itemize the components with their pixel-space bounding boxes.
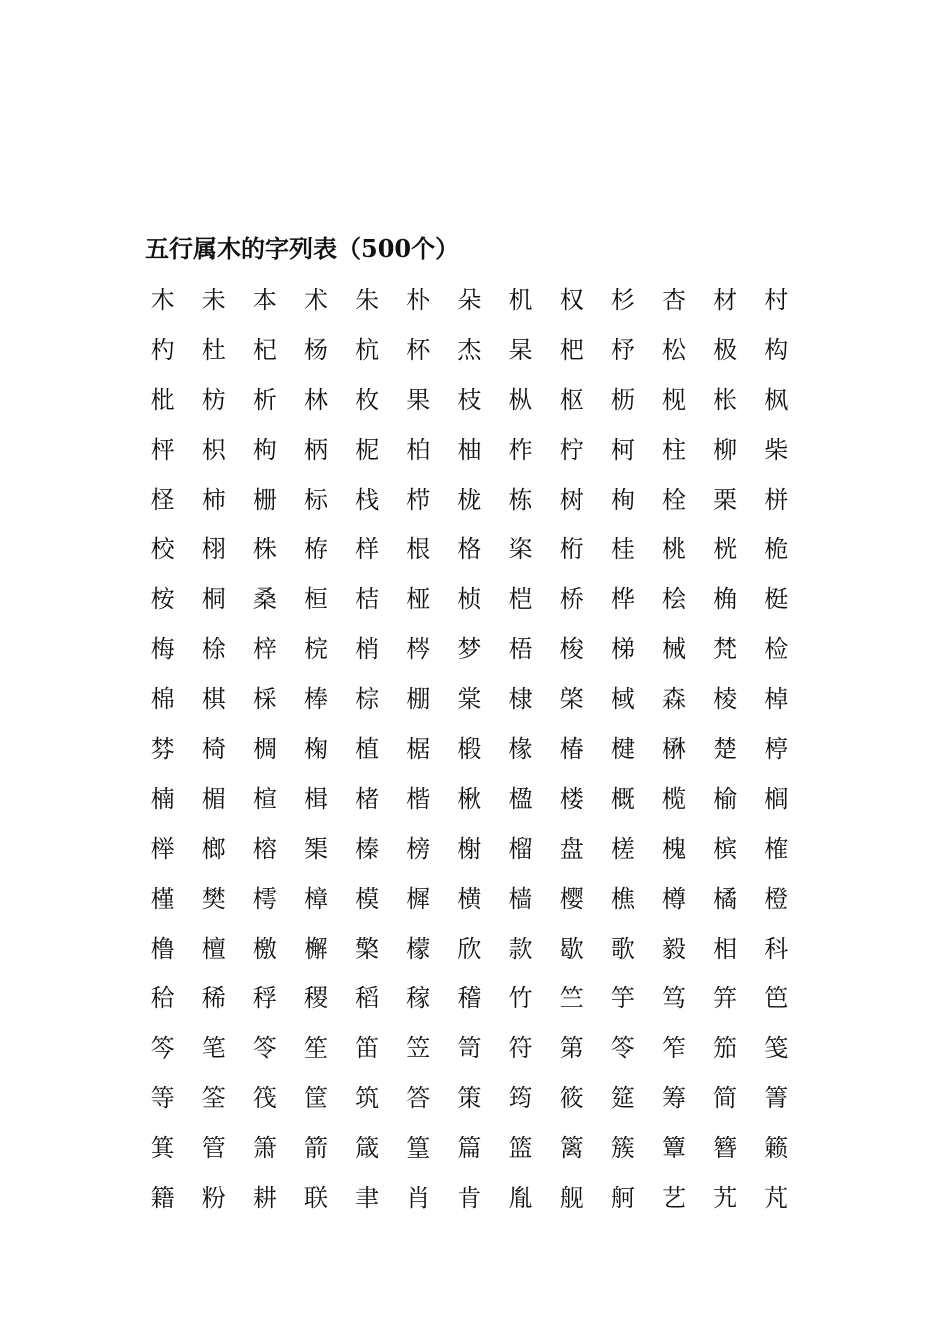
character-row [137, 325, 802, 375]
character-cell: 枞 [508, 385, 533, 414]
character-cell: 柿 [201, 485, 226, 514]
character-cell: 柴 [764, 435, 789, 464]
character-cell: 檞 [303, 934, 328, 963]
character-cell: 橘 [713, 884, 738, 913]
character-cell: 科 [764, 934, 789, 963]
character-cell: 模 [355, 884, 380, 913]
character-cell: 柯 [610, 435, 635, 464]
character-cell: 桂 [610, 535, 635, 564]
character-cell: 箴 [355, 1134, 380, 1163]
character-cell: 栓 [661, 485, 686, 514]
character-cell: 果 [406, 385, 431, 414]
character-cell: 栩 [201, 535, 226, 564]
character-cell: 簪 [713, 1134, 738, 1163]
character-cell: 榕 [252, 834, 277, 863]
character-cell: 森 [661, 685, 686, 714]
character-cell: 横 [457, 884, 482, 913]
character-cell: 梵 [713, 635, 738, 664]
character-cell: 椐 [406, 734, 431, 763]
character-cell: 栗 [713, 485, 738, 514]
character-cell: 籁 [764, 1134, 789, 1163]
character-cell: 稻 [355, 984, 380, 1013]
character-row [137, 624, 802, 674]
character-cell: 联 [303, 1183, 328, 1212]
character-cell: 桤 [508, 585, 533, 614]
character-cell: 植 [355, 734, 380, 763]
character-cell: 榆 [713, 784, 738, 813]
character-cell: 稷 [303, 984, 328, 1013]
character-cell: 木 [150, 285, 175, 314]
character-cell: 箕 [150, 1134, 175, 1163]
character-cell: 棕 [355, 685, 380, 714]
character-cell: 笒 [150, 1034, 175, 1063]
character-cell: 樊 [201, 884, 226, 913]
character-cell: 樽 [661, 884, 686, 913]
character-cell: 檠 [355, 934, 380, 963]
character-cell: 树 [559, 485, 584, 514]
character-cell: 筌 [201, 1084, 226, 1113]
character-cell: 柅 [355, 435, 380, 464]
character-row [137, 475, 802, 525]
character-cell: 村 [764, 285, 789, 314]
character-cell: 楼 [559, 784, 584, 813]
character-cell: 校 [150, 535, 175, 564]
character-cell: 杭 [355, 335, 380, 364]
character-row [137, 824, 802, 874]
character-cell: 答 [406, 1084, 431, 1113]
character-cell: 棣 [508, 685, 533, 714]
character-cell: 管 [201, 1134, 226, 1163]
character-cell: 桠 [406, 585, 431, 614]
character-cell: 筹 [661, 1084, 686, 1113]
character-cell: 籍 [150, 1183, 175, 1212]
character-cell: 芃 [764, 1183, 789, 1212]
character-cell: 栊 [457, 485, 482, 514]
character-cell: 箫 [252, 1134, 277, 1163]
character-cell: 枸 [252, 435, 277, 464]
character-cell: 桉 [150, 585, 175, 614]
character-cell: 枫 [764, 385, 789, 414]
character-cell: 筑 [355, 1084, 380, 1113]
character-cell: 棚 [406, 685, 431, 714]
character-row [137, 524, 802, 574]
character-cell: 笆 [764, 984, 789, 1013]
character-cell: 桅 [764, 535, 789, 564]
character-cell: 朴 [406, 285, 431, 314]
character-cell: 肯 [457, 1183, 482, 1212]
character-cell: 桃 [661, 535, 686, 564]
character-cell: 楚 [713, 734, 738, 763]
character-cell: 标 [303, 485, 328, 514]
character-cell: 棠 [457, 685, 482, 714]
character-cell: 棨 [559, 685, 584, 714]
character-row [137, 674, 802, 724]
character-cell: 椴 [457, 734, 482, 763]
character-cell: 根 [406, 535, 431, 564]
character-cell: 艽 [713, 1183, 738, 1212]
character-cell: 楷 [406, 784, 431, 813]
character-cell: 橙 [764, 884, 789, 913]
character-cell: 檬 [406, 934, 431, 963]
character-cell: 檄 [252, 934, 277, 963]
character-cell: 筱 [559, 1084, 584, 1113]
character-cell: 栋 [508, 485, 533, 514]
character-row [137, 874, 802, 924]
character-cell: 梭 [559, 635, 584, 664]
character-cell: 梧 [508, 635, 533, 664]
character-cell: 簇 [610, 1134, 635, 1163]
character-cell: 榭 [457, 834, 482, 863]
character-row [137, 375, 802, 425]
character-cell: 栫 [303, 535, 328, 564]
character-cell: 检 [764, 635, 789, 664]
character-cell: 柳 [713, 435, 738, 464]
character-cell: 篱 [559, 1134, 584, 1163]
character-cell: 笮 [661, 1034, 686, 1063]
character-cell: 桐 [201, 585, 226, 614]
character-cell: 楦 [252, 784, 277, 813]
character-cell: 权 [559, 285, 584, 314]
character-cell: 樯 [508, 884, 533, 913]
character-cell: 笳 [713, 1034, 738, 1063]
character-cell: 柚 [457, 435, 482, 464]
character-cell: 桑 [252, 585, 277, 614]
character-row [137, 425, 802, 475]
character-cell: 杞 [252, 335, 277, 364]
character-cell: 樟 [303, 884, 328, 913]
character-cell: 箐 [764, 1084, 789, 1113]
character-row [137, 924, 802, 974]
character-cell: 桄 [713, 535, 738, 564]
character-cell: 筐 [303, 1084, 328, 1113]
character-cell: 枢 [559, 385, 584, 414]
character-cell: 槐 [661, 834, 686, 863]
character-cell: 楹 [508, 784, 533, 813]
character-row [137, 1123, 802, 1173]
character-cell: 符 [508, 1034, 533, 1063]
character-cell: 材 [713, 285, 738, 314]
character-cell: 篁 [406, 1134, 431, 1163]
character-cell: 粉 [201, 1183, 226, 1212]
character-row [137, 1073, 802, 1123]
character-cell: 檀 [201, 934, 226, 963]
character-row [137, 275, 802, 325]
character-cell: 笭 [252, 1034, 277, 1063]
character-cell: 榴 [508, 834, 533, 863]
character-cell: 栉 [406, 485, 431, 514]
character-cell: 笄 [713, 984, 738, 1013]
character-cell: 笺 [764, 1034, 789, 1063]
character-cell: 笃 [661, 984, 686, 1013]
character-cell: 樵 [610, 884, 635, 913]
character-cell: 椈 [303, 734, 328, 763]
character-cell: 笥 [457, 1034, 482, 1063]
character-cell: 榛 [355, 834, 380, 863]
character-cell: 桓 [303, 585, 328, 614]
character-cell: 榔 [201, 834, 226, 863]
character-cell: 栈 [355, 485, 380, 514]
character-cell: 槿 [150, 884, 175, 913]
character-cell: 策 [457, 1084, 482, 1113]
character-cell: 棫 [610, 685, 635, 714]
character-cell: 欣 [457, 934, 482, 963]
character-cell: 歇 [559, 934, 584, 963]
character-cell: 杜 [201, 335, 226, 364]
character-cell: 毅 [661, 934, 686, 963]
character-cell: 桧 [661, 585, 686, 614]
character-cell: 机 [508, 285, 533, 314]
character-cell: 第 [559, 1034, 584, 1063]
character-cell: 楮 [355, 784, 380, 813]
character-cell: 梢 [355, 635, 380, 664]
character-cell: 栟 [764, 485, 789, 514]
character-cell: 梅 [150, 635, 175, 664]
character-cell: 橹 [150, 934, 175, 963]
character-cell: 杰 [457, 335, 482, 364]
character-cell: 稼 [406, 984, 431, 1013]
character-cell: 秴 [150, 984, 175, 1013]
character-cell: 杷 [559, 335, 584, 364]
character-cell: 稀 [201, 984, 226, 1013]
character-cell: 竺 [559, 984, 584, 1013]
character-row [137, 973, 802, 1023]
character-cell: 棒 [303, 685, 328, 714]
character-cell: 胤 [508, 1183, 533, 1212]
character-cell: 杨 [303, 335, 328, 364]
character-cell: 枥 [610, 385, 635, 414]
character-cell: 简 [713, 1084, 738, 1113]
character-cell: 樱 [559, 884, 584, 913]
character-cell: 柏 [406, 435, 431, 464]
character-cell: 棱 [713, 685, 738, 714]
character-cell: 樗 [252, 884, 277, 913]
character-cell: 未 [201, 285, 226, 314]
character-cell: 簟 [661, 1134, 686, 1163]
character-row [137, 574, 802, 624]
character-cell: 柄 [303, 435, 328, 464]
character-cell: 杯 [406, 335, 431, 364]
character-cell: 相 [713, 934, 738, 963]
character-cell: 桦 [610, 585, 635, 614]
character-cell: 枝 [457, 385, 482, 414]
character-cell: 极 [713, 335, 738, 364]
character-cell: 栒 [610, 485, 635, 514]
character-grid [137, 275, 802, 1223]
character-cell: 舰 [559, 1183, 584, 1212]
character-cell: 桔 [355, 585, 380, 614]
character-cell: 楸 [457, 784, 482, 813]
character-cell: 筏 [252, 1084, 277, 1113]
character-cell: 柞 [508, 435, 533, 464]
character-cell: 梯 [610, 635, 635, 664]
character-cell: 笔 [201, 1034, 226, 1063]
character-cell: 林 [303, 385, 328, 414]
character-cell: 枚 [355, 385, 380, 414]
character-cell: 柱 [661, 435, 686, 464]
character-cell: 椅 [201, 734, 226, 763]
character-row [137, 774, 802, 824]
character-cell: 榈 [764, 784, 789, 813]
character-cell: 梦 [457, 635, 482, 664]
character-cell: 楟 [764, 734, 789, 763]
character-cell: 榉 [150, 834, 175, 863]
character-cell: 筠 [508, 1084, 533, 1113]
character-cell: 枨 [713, 385, 738, 414]
character-cell: 杏 [661, 285, 686, 314]
character-cell: 株 [252, 535, 277, 564]
character-cell: 槎 [610, 834, 635, 863]
character-cell: 棉 [150, 685, 175, 714]
character-cell: 楣 [201, 784, 226, 813]
character-cell: 楠 [150, 784, 175, 813]
character-cell: 枰 [150, 435, 175, 464]
character-cell: 杓 [150, 335, 175, 364]
character-cell: 椽 [508, 734, 533, 763]
character-cell: 艺 [661, 1183, 686, 1212]
character-cell: 本 [252, 285, 277, 314]
character-cell: 棌 [252, 685, 277, 714]
character-cell: 竹 [508, 984, 533, 1013]
character-cell: 枧 [661, 385, 686, 414]
document-title: 五行属木的字列表（500个） [145, 234, 460, 263]
character-cell: 樨 [406, 884, 431, 913]
character-cell: 栥 [508, 535, 533, 564]
character-cell: 楙 [661, 734, 686, 763]
character-cell: 柽 [150, 485, 175, 514]
character-cell: 朵 [457, 285, 482, 314]
character-cell: 松 [661, 335, 686, 364]
character-cell: 款 [508, 934, 533, 963]
character-row [137, 724, 802, 774]
character-cell: 桥 [559, 585, 584, 614]
character-cell: 栅 [252, 485, 277, 514]
character-cell: 格 [457, 535, 482, 564]
character-cell: 歌 [610, 934, 635, 963]
character-cell: 梃 [764, 585, 789, 614]
character-cell: 稽 [457, 984, 482, 1013]
character-cell: 桷 [713, 585, 738, 614]
character-cell: 械 [661, 635, 686, 664]
character-row [137, 1023, 802, 1073]
character-cell: 枇 [150, 385, 175, 414]
character-cell: 篇 [457, 1134, 482, 1163]
character-cell: 等 [150, 1084, 175, 1113]
character-cell: 篮 [508, 1134, 533, 1163]
character-cell: 梣 [406, 635, 431, 664]
character-cell: 术 [303, 285, 328, 314]
character-cell: 榜 [406, 834, 431, 863]
character-cell: 楗 [610, 734, 635, 763]
character-cell: 杉 [610, 285, 635, 314]
character-cell: 筵 [610, 1084, 635, 1113]
character-cell: 笠 [406, 1034, 431, 1063]
character-cell: 肖 [406, 1183, 431, 1212]
character-cell: 榷 [764, 834, 789, 863]
character-cell: 楫 [303, 784, 328, 813]
character-cell: 棹 [764, 685, 789, 714]
character-cell: 槟 [713, 834, 738, 863]
character-cell: 笭 [610, 1034, 635, 1063]
character-cell: 箭 [303, 1134, 328, 1163]
character-cell: 枳 [201, 435, 226, 464]
character-cell: 构 [764, 335, 789, 364]
character-cell: 椆 [252, 734, 277, 763]
character-cell: 榄 [661, 784, 686, 813]
character-cell: 梓 [252, 635, 277, 664]
character-cell: 笙 [303, 1034, 328, 1063]
character-cell: 椿 [559, 734, 584, 763]
character-cell: 盘 [559, 834, 584, 863]
character-cell: 桢 [457, 585, 482, 614]
character-row [137, 1173, 802, 1223]
character-cell: 柠 [559, 435, 584, 464]
character-cell: 杼 [610, 335, 635, 364]
character-cell: 稃 [252, 984, 277, 1013]
character-cell: 棋 [201, 685, 226, 714]
character-cell: 梌 [201, 635, 226, 664]
character-cell: 榘 [303, 834, 328, 863]
character-cell: 棼 [150, 734, 175, 763]
character-cell: 笛 [355, 1034, 380, 1063]
character-cell: 梡 [303, 635, 328, 664]
character-cell: 杲 [508, 335, 533, 364]
character-cell: 竽 [610, 984, 635, 1013]
character-cell: 样 [355, 535, 380, 564]
character-cell: 舸 [610, 1183, 635, 1212]
character-cell: 聿 [355, 1183, 380, 1212]
character-cell: 析 [252, 385, 277, 414]
character-cell: 枋 [201, 385, 226, 414]
character-cell: 朱 [355, 285, 380, 314]
character-cell: 概 [610, 784, 635, 813]
character-cell: 桁 [559, 535, 584, 564]
character-cell: 耕 [252, 1183, 277, 1212]
